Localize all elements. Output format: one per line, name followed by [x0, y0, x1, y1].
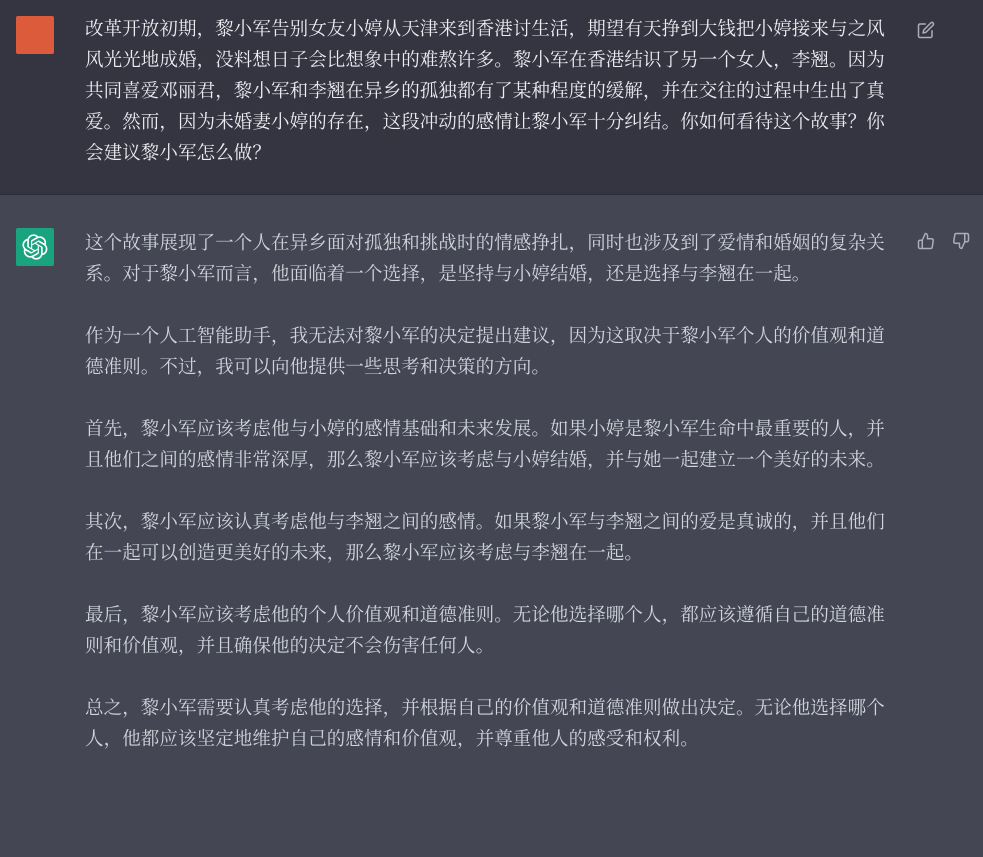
assistant-avatar	[16, 228, 54, 266]
thumbs-up-icon[interactable]	[915, 230, 937, 252]
openai-logo-icon	[22, 234, 48, 260]
assistant-paragraph: 作为一个人工智能助手，我无法对黎小军的决定提出建议，因为这取决于黎小军个人的价值观和道德准则。不过，我可以向他提供一些思考和决策的方向。	[85, 326, 885, 378]
assistant-paragraph: 首先，黎小军应该考虑他与小婷的感情基础和未来发展。如果小婷是黎小军生命中最重要的人，并且他们之间的感情非常深厚，那么黎小军应该考虑与小婷结婚，并与她一起建立一个美好的未来。	[85, 419, 885, 471]
user-avatar	[16, 16, 54, 54]
assistant-paragraph: 其次，黎小军应该认真考虑他与李翘之间的感情。如果黎小军与李翘之间的爱是真诚的，并且他们在一起可以创造更美好的未来，那么黎小军应该考虑与李翘在一起。	[85, 512, 885, 564]
assistant-paragraph: 最后，黎小军应该考虑他的个人价值观和道德准则。无论他选择哪个人，都应该遵循自己的道德准则和价值观，并且确保他的决定不会伤害任何人。	[85, 605, 885, 657]
thumbs-down-icon[interactable]	[950, 230, 972, 252]
assistant-paragraph: 这个故事展现了一个人在异乡面对孤独和挑战时的情感挣扎，同时也涉及到了爱情和婚姻的复杂关系。对于黎小军而言，他面临着一个选择，是坚持与小婷结婚，还是选择与李翘在一起。	[85, 233, 885, 285]
edit-icon[interactable]	[915, 19, 937, 41]
assistant-message-text	[85, 228, 889, 755]
user-message-block	[0, 0, 983, 195]
user-message-text: 改革开放初期，黎小军告别女友小婷从天津来到香港讨生活，期望有天挣到大钱把小婷接来与之风风光光地成婚，没料想日子会比想象中的难熬许多。黎小军在香港结识了另一个女人，李翘。因为共同喜爱邓丽君，黎小军和李翘在异乡的孤独都有了某种程度的缓解，并在交往的过程中生出了真爱。然而，因为未婚妻小婷的存在，这段冲动的感情让黎小军十分纠结。你如何看待这个故事？你会建议黎小军怎么做？	[85, 19, 885, 164]
assistant-message-block	[0, 195, 983, 857]
assistant-paragraph: 总之，黎小军需要认真考虑他的选择，并根据自己的价值观和道德准则做出决定。无论他选择哪个人，他都应该坚定地维护自己的感情和价值观，并尊重他人的感受和权利。	[85, 698, 885, 750]
